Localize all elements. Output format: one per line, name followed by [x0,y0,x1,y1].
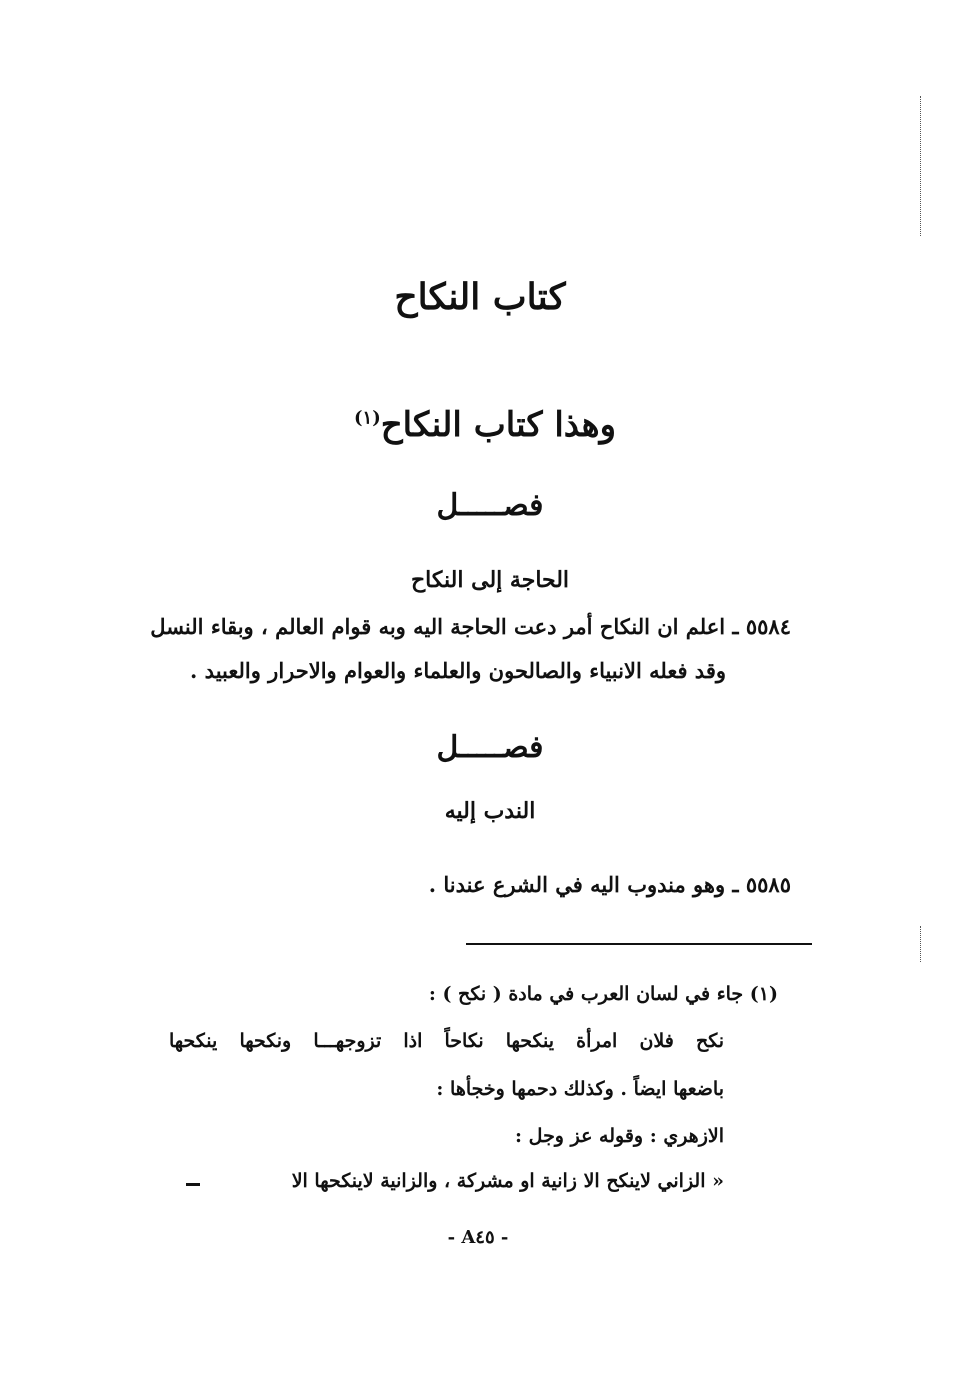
footnote-line: الازهري : وقوله عز وجل : [515,1125,724,1147]
paragraph-line: ٥٥٨٥ ـ وهو مندوب اليه في الشرع عندنا . [428,872,791,897]
paragraph-line: وقد فعله الانبياء والصالحون والعلماء والعوام والاحرار والعبيد . [190,658,726,683]
section-divider-title: فصـــــل [436,730,544,765]
paragraph-line: ٥٥٨٤ ـ اعلم ان النكاح أمر دعت الحاجة اليه وبه قوام العالم ، وبقاء النسل [150,614,791,639]
section-heading: الحاجة إلى النكاح [410,567,570,593]
footnote-line: « الزاني لاينكح الا زانية او مشركة ، والزانية لاينكحها الا [291,1170,724,1192]
chapter-title-text: وهذا كتاب النكاح [380,405,616,445]
footnote-line: (١) جاء في لسان العرب في مادة ( نكح ) : [428,983,778,1005]
footnote-line: نكح فلان امرأة ينكحها نكاحاً اذا تزوجهـــا ونكحها ينكحها [169,1030,724,1052]
chapter-title [340,405,630,445]
scan-edge-mark [920,96,921,236]
page-number: - A٤٥ - [447,1227,509,1248]
book-title: كتاب النكاح [394,276,566,318]
footnote-reference: (١) [353,407,381,429]
scan-edge-mark [920,926,921,962]
section-heading: الندب إليه [444,798,536,824]
continuation-mark [186,1183,200,1186]
section-divider-title: فصـــــل [436,488,544,523]
footnote-line: باضعها ايضاً . وكذلك دحمها وخجأها : [436,1078,724,1100]
footnote-separator [466,943,812,945]
